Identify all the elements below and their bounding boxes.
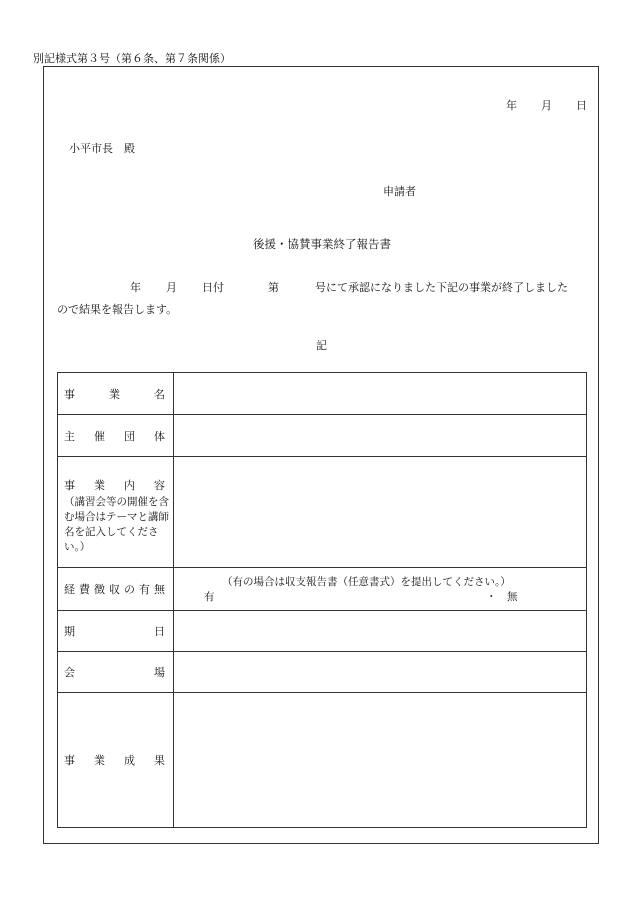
fee-option-yes[interactable]: 有 (204, 591, 215, 603)
fee-note: （有の場合は収支報告書（任意書式）を提出してください。） (222, 576, 511, 588)
label-char: 事 (64, 754, 75, 767)
value-date[interactable] (174, 611, 587, 652)
label-event-name (58, 373, 174, 415)
value-event-content[interactable] (174, 457, 587, 568)
body-text-1: 号にて承認になりました下記の事業が終了しました (315, 281, 568, 294)
label-char: 会 (64, 666, 75, 679)
date-day: 日 (576, 99, 587, 112)
label-char: 催 (94, 429, 105, 443)
body-text-2: ので結果を報告します。 (57, 303, 178, 316)
event-content-note: （講習会等の開催を含む場合はテーマと講師名を記入してください。） (64, 496, 169, 553)
date-month: 月 (541, 99, 552, 112)
label-char: 容 (154, 479, 165, 492)
label-char: 成 (124, 754, 135, 767)
applicant-label: 申請者 (383, 185, 416, 198)
label-char: 徴 (94, 583, 105, 596)
label-char: 事 (64, 479, 75, 492)
label-results (58, 693, 174, 828)
table-row-results (58, 693, 587, 828)
label-char: 団 (124, 429, 135, 443)
label-char: 業 (94, 479, 105, 492)
label-char: 主 (64, 429, 75, 443)
ki-label: 記 (316, 339, 327, 352)
label-char: 果 (154, 754, 165, 767)
fee-option-no[interactable]: ・ 無 (486, 591, 518, 603)
value-fee (174, 568, 587, 611)
label-char: 経 (64, 583, 75, 596)
label-venue (58, 652, 174, 693)
label-organizer (58, 415, 174, 457)
label-char: 事 (64, 387, 75, 401)
label-char: の (124, 583, 135, 596)
addressee: 小平市長 殿 (69, 142, 135, 155)
label-char: 日 (154, 625, 165, 638)
label-date (58, 611, 174, 652)
document-title: 後援・協賛事業終了報告書 (253, 237, 391, 251)
report-table (57, 372, 587, 828)
body-number: 第 (268, 281, 279, 294)
label-char: 無 (154, 583, 165, 596)
body-year: 年 (130, 281, 141, 294)
table-row-date (58, 611, 587, 652)
label-char: 業 (94, 754, 105, 767)
label-event-content (58, 457, 174, 568)
label-char: 名 (154, 387, 165, 401)
table-row-organizer (58, 415, 587, 457)
label-fee (58, 568, 174, 611)
form-header-note: 別記様式第３号（第６条、第７条関係） (33, 52, 231, 65)
body-month: 月 (166, 281, 177, 294)
table-row-event-name (58, 373, 587, 415)
value-results[interactable] (174, 693, 587, 828)
table-row-venue (58, 652, 587, 693)
label-char: 内 (124, 479, 135, 492)
label-char: 業 (109, 387, 120, 401)
value-event-name[interactable] (174, 373, 587, 415)
value-organizer[interactable] (174, 415, 587, 457)
date-year: 年 (506, 99, 517, 112)
table-row-fee (58, 568, 587, 611)
value-venue[interactable] (174, 652, 587, 693)
label-char: 体 (154, 429, 165, 443)
label-char: 費 (79, 583, 90, 596)
body-date: 日付 (202, 281, 224, 294)
label-char: 期 (64, 625, 75, 638)
label-char: 収 (109, 583, 120, 596)
label-char: 有 (139, 583, 150, 596)
label-char: 場 (154, 666, 165, 679)
table-row-event-content (58, 457, 587, 568)
